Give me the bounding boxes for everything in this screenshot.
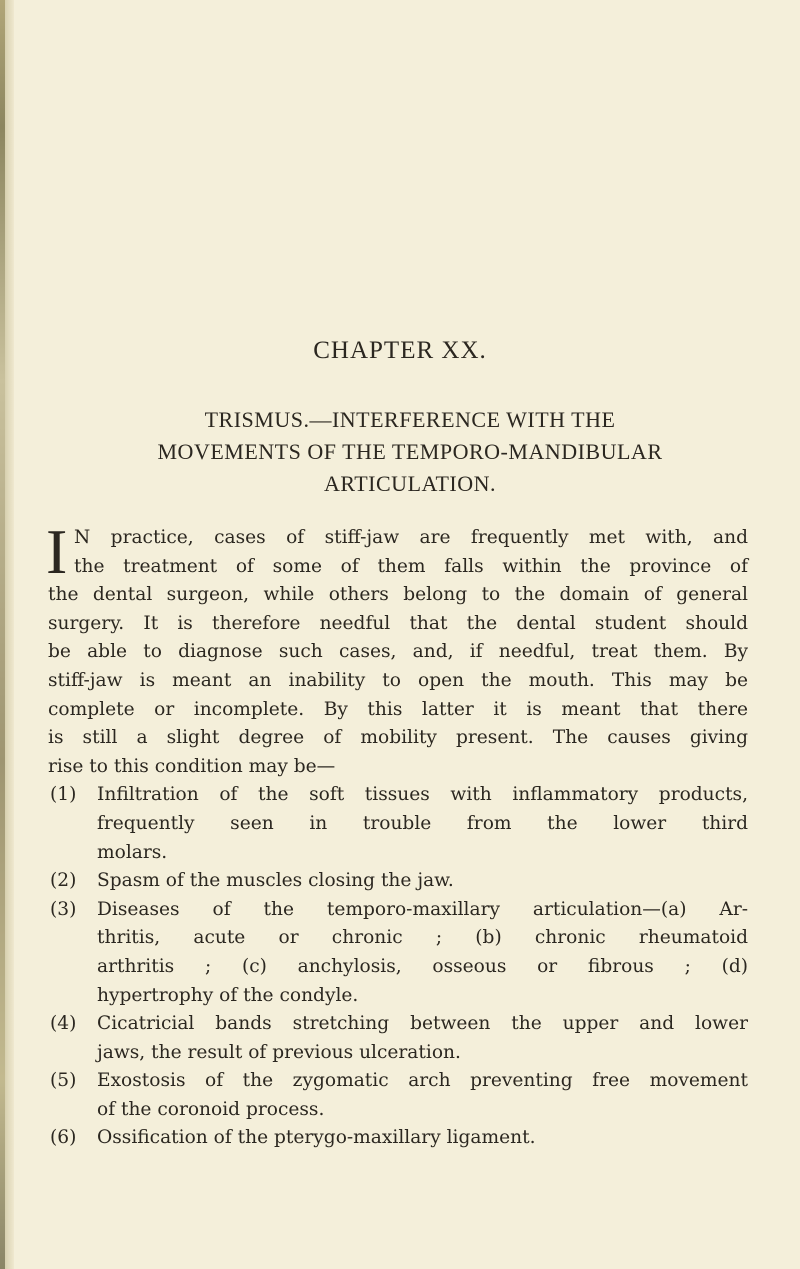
- cause-line: arthritis ; (c) anchylosis, osseous or fibrous ; (d): [97, 955, 748, 977]
- paragraph-line: be able to diagnose such cases, and, if needful, treat them. By: [48, 641, 748, 663]
- cause-line: molars.: [97, 841, 168, 863]
- paragraph-line: rise to this condition may be—: [48, 755, 336, 777]
- cause-number: (6): [50, 1127, 77, 1149]
- cause-number: (5): [50, 1070, 77, 1092]
- cause-item-1: [48, 781, 748, 867]
- cause-line: Spasm of the muscles closing the jaw.: [97, 870, 454, 892]
- intro-paragraph: [46, 516, 748, 781]
- cause-number: (1): [50, 784, 77, 806]
- title-line: MOVEMENTS OF THE TEMPORO-MANDIBULAR: [157, 439, 663, 464]
- paragraph-line: N practice, cases of stiff-jaw are frequently met with, and: [74, 527, 748, 548]
- paragraph-line: the dental surgeon, while others belong to the domain of general: [48, 584, 748, 606]
- cause-line: Ossification of the pterygo-maxillary ligament.: [97, 1127, 536, 1149]
- cause-line: of the coronoid process.: [97, 1098, 325, 1120]
- cause-line: Cicatricial bands stretching between the upper and lower: [97, 1013, 748, 1035]
- paragraph-line: stiff-jaw is meant an inability to open the mouth. This may be: [48, 669, 748, 691]
- title-line: ARTICULATION.: [324, 471, 496, 496]
- cause-number: (3): [50, 898, 77, 920]
- body-text: [46, 516, 748, 1153]
- cause-number: (2): [50, 870, 77, 892]
- paragraph-line: the treatment of some of them falls within the province of: [74, 555, 748, 577]
- cause-item-5: [48, 1067, 748, 1124]
- paragraph-line: surgery. It is therefore needful that the dental student should: [48, 612, 748, 634]
- cause-item-3: [48, 896, 748, 1010]
- cause-line: Diseases of the temporo-maxillary articulation—(a) Ar-: [97, 898, 748, 920]
- cause-line: Exostosis of the zygomatic arch preventing free movement: [97, 1070, 748, 1092]
- cause-line: jaws, the result of previous ulceration.: [97, 1041, 461, 1063]
- paragraph-line: is still a slight degree of mobility present. The causes giving: [48, 727, 748, 749]
- cause-item-2: [48, 867, 748, 896]
- chapter-title: [60, 404, 760, 500]
- cause-line: frequently seen in trouble from the lower third: [97, 812, 748, 834]
- paragraph-line: complete or incomplete. By this latter it is meant that there: [48, 698, 748, 720]
- cause-line: Infiltration of the soft tissues with inflammatory products,: [97, 784, 748, 806]
- title-line: TRISMUS.—INTERFERENCE WITH THE: [204, 407, 616, 432]
- cause-line: thritis, acute or chronic ; (b) chronic rheumatoid: [97, 927, 748, 949]
- cause-line: hypertrophy of the condyle.: [97, 984, 359, 1006]
- chapter-heading: CHAPTER XX.: [313, 337, 487, 364]
- cause-item-6: [48, 1124, 748, 1153]
- cause-number: (4): [50, 1013, 77, 1035]
- drop-cap: I: [46, 516, 68, 587]
- cause-item-4: [48, 1010, 748, 1067]
